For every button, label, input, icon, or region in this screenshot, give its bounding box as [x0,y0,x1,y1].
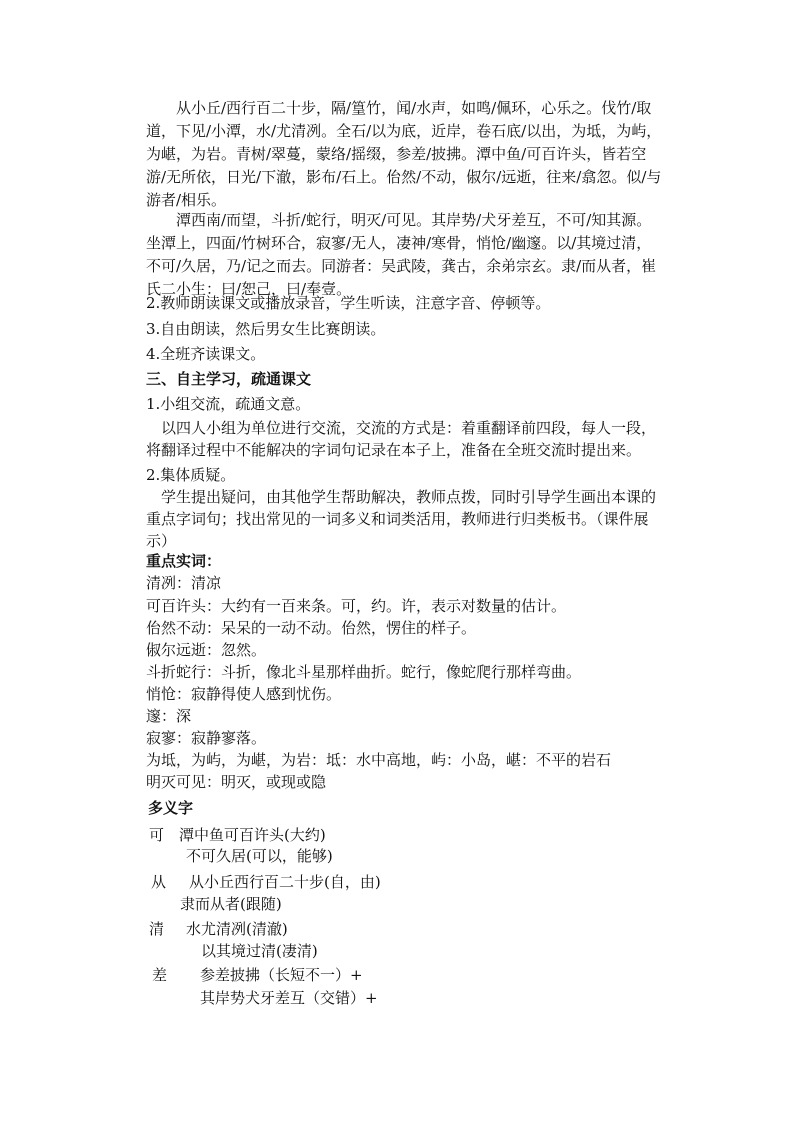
sub-step-2: 2.集体质疑。 [146,466,236,484]
polysemy-example: 隶而从者(跟随) [180,895,282,913]
section-heading: 三、自主学习，疏通课文 [146,370,312,388]
polysemy-char-ke: 可 [149,826,165,844]
polysemy-example: 水尤清冽(清澈) [186,920,288,938]
polysemy-example: 参差披拂（长短不一）+ [200,966,363,984]
polysemy-char-cong: 从 [151,873,167,891]
sub-step-1-body: 以四人小组为单位进行交流，交流的方式是：着重翻译前四段，每人一段，将翻译过程中不能解决的字词句记录在本子上，准备在全班交流时提出来。 [146,419,657,459]
text-paragraph-1: 从小丘/西行百二十步，隔/篁竹，闻/水声，如鸣/佩环，心乐之。伐竹/取道，下见/小潭，水/尤清冽。全石/以为底，近岸，卷石底/以出，为坻，为屿，为嵁，为岩。青树/翠蔓，蒙络/摇缀，参差/披拂。潭中鱼/可百许头，皆若空游/无所依，日光/下澈，影布/石上。佁然/不动，俶尔/远逝，往来/翕忽。似/与游者/相乐。 [146,99,662,209]
step-3: 3.自由朗读，然后男女生比赛朗读。 [146,320,386,338]
key-word-item: 斗折蛇行：斗折，像北斗星那样曲折。蛇行，像蛇爬行那样弯曲。 [146,663,582,681]
polysemy-heading: 多义字 [148,799,194,817]
key-word-item: 为坻，为屿，为嵁，为岩：坻：水中高地，屿：小岛，嵁：不平的岩石 [146,751,612,769]
polysemy-example: 潭中鱼可百许头(大约) [179,826,326,844]
key-word-item: 邃：深 [146,707,192,725]
polysemy-example: 以其境过清(凄清) [201,942,318,960]
key-word-item: 可百许头：大约有一百来条。可，约。许，表示对数量的估计。 [146,597,567,615]
step-2: 2.教师朗读课文或播放录音，学生听读，注意字音、停顿等。 [146,294,551,312]
polysemy-example: 从小丘西行百二十步(自，由) [189,873,381,891]
polysemy-example: 其岸势犬牙差互（交错）+ [200,989,378,1007]
key-words-heading: 重点实词： [146,552,222,570]
key-word-item: 佁然不动：呆呆的一动不动。佁然，愣住的样子。 [146,619,477,637]
polysemy-char-cha: 差 [152,966,168,984]
polysemy-example: 不可久居(可以，能够) [186,847,333,865]
text-paragraph-2: 潭西南/而望，斗折/蛇行，明灭/可见。其岸势/犬牙差互，不可/知其源。坐潭上，四面/竹树环合，寂寥/无人，凄神/寒骨，悄怆/幽邃。以/其境过清，不可/久居，乃/记之而去。同游者：吴武陵，龚古，余弟宗玄。隶/而从者，崔氏二小生：曰/恕己，曰/奉壹。 [146,211,657,298]
key-word-item: 俶尔远逝：忽然。 [146,641,267,659]
sub-step-2-body: 学生提出疑问，由其他学生帮助解决，教师点拨，同时引导学生画出本课的重点字词句；找出常见的一词多义和词类活用，教师进行归类板书。（课件展示） [146,488,657,550]
key-word-item: 寂寥：寂静寥落。 [146,729,267,747]
key-word-item: 明灭可见：明灭，或现或隐 [146,773,327,791]
key-word-item: 悄怆：寂静得使人感到忧伤。 [146,685,342,703]
step-4: 4.全班齐读课文。 [146,345,266,363]
sub-step-1: 1.小组交流，疏通文意。 [146,395,311,413]
key-word-item: 清冽：清凉 [146,574,222,592]
polysemy-char-qing: 清 [149,920,165,938]
